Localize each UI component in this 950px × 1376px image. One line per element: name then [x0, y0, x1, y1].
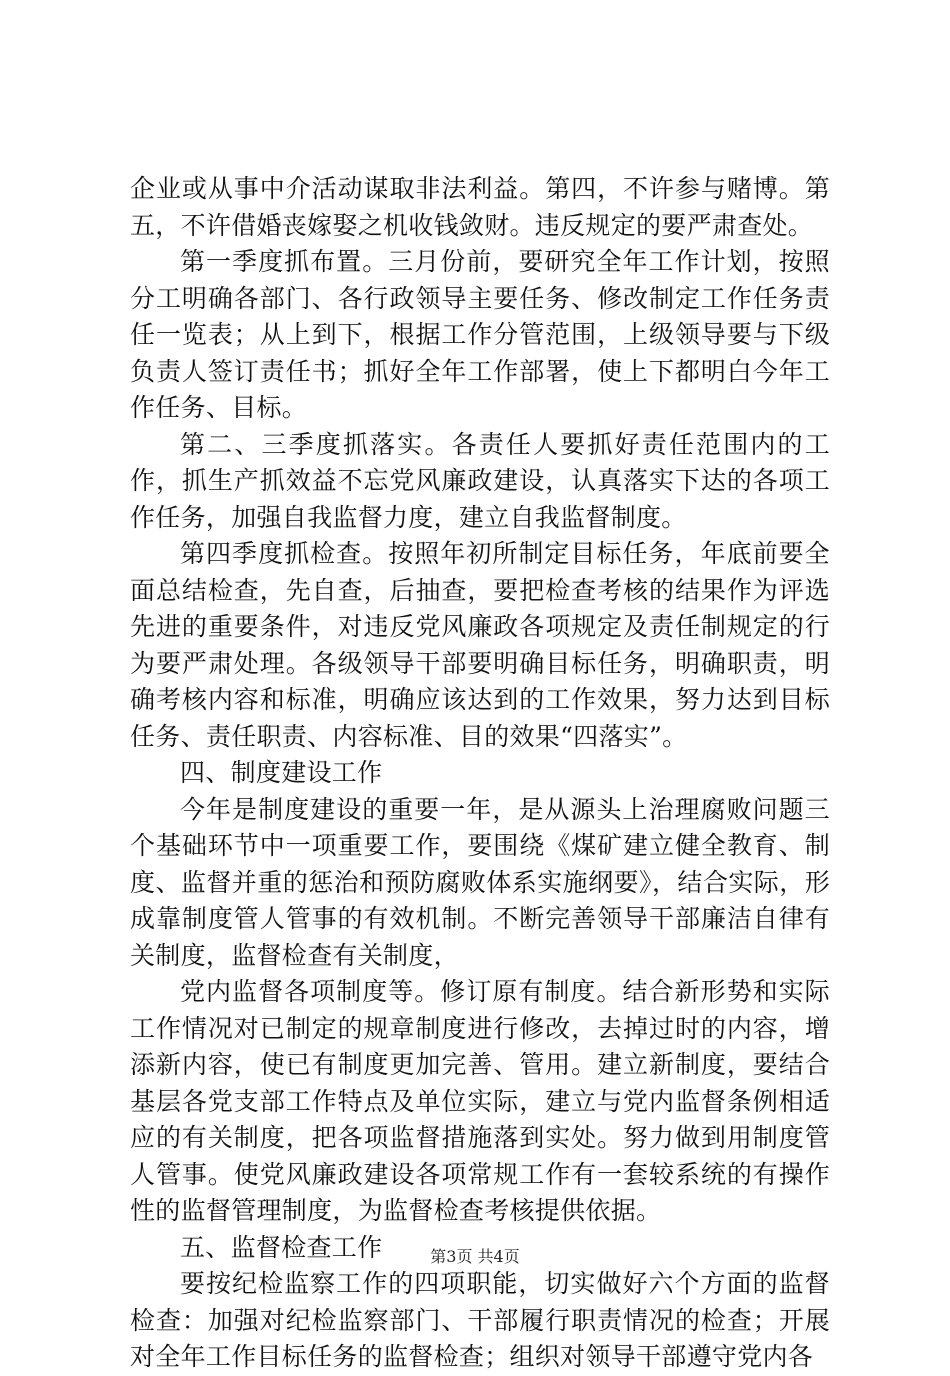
paragraph-continuation: 企业或从事中介活动谋取非法利益。第四，不许参与赌博。第五，不许借婚丧嫁娶之机收钱敛财。违反规定的要严肃查处。 [130, 174, 830, 240]
paragraph-second-third-quarter: 第二、三季度抓落实。各责任人要抓好责任范围内的工作，抓生产抓效益不忘党风廉政建设，认真落实下达的各项工作任务，加强自我监督力度，建立自我监督制度。 [130, 429, 830, 532]
paragraph-first-quarter: 第一季度抓布置。三月份前，要研究全年工作计划，按照分工明确各部门、各行政领导主要任务、修改制定工作任务责任一览表；从上到下，根据工作分管范围，上级领导要与下级负责人签订责任书；抓好全年工作部署，使上下都明白今年工作任务、目标。 [130, 247, 830, 422]
paragraph-system-building: 今年是制度建设的重要一年，是从源头上治理腐败问题三个基础环节中一项重要工作，要围绕《煤矿建立健全教育、制度、监督并重的惩治和预防腐败体系实施纲要》，结合实际，形成靠制度管人管事的有效机制。不断完善领导干部廉洁自律有关制度，监督检查有关制度， [130, 794, 830, 970]
paragraph-supervision-inspection: 要按纪检监察工作的四项职能，切实做好六个方面的监督检查：加强对纪检监察部门、干部履行职责情况的检查；开展对全年工作目标任务的监督检查；组织对领导干部遵守党内各 [130, 1269, 830, 1371]
paragraph-fourth-quarter: 第四季度抓检查。按照年初所制定目标任务，年底前要全面总结检查，先自查，后抽查，要把检查考核的结果作为评选先进的重要条件，对违反党风廉政各项规定及责任制规定的行为要严肃处理。各级领导干部要明确目标任务，明确职责，明确考核内容和标准，明确应该达到的工作效果，努力达到目标任务、责任职责、内容标准、目的效果“四落实”。 [130, 539, 830, 751]
page-footer: 第3页 共4页 [430, 1247, 520, 1266]
section-heading-supervision-inspection: 五、监督检查工作 [180, 1232, 383, 1262]
paragraph-party-supervision: 党内监督各项制度等。修订原有制度。结合新形势和实际工作情况对已制定的规章制度进行修改，去掉过时的内容，增添新内容，使已有制度更加完善、管用。建立新制度，要结合基层各党支部工作特点及单位实际，建立与党内监督条例相适应的有关制度，把各项监督措施落到实处。努力做到用制度管人管事。使党风廉政建设各项常规工作有一套较系统的有操作性的监督管理制度，为监督检查考核提供依据。 [130, 977, 830, 1225]
section-heading-system-building: 四、制度建设工作 [180, 758, 383, 787]
document-body [130, 171, 830, 1376]
